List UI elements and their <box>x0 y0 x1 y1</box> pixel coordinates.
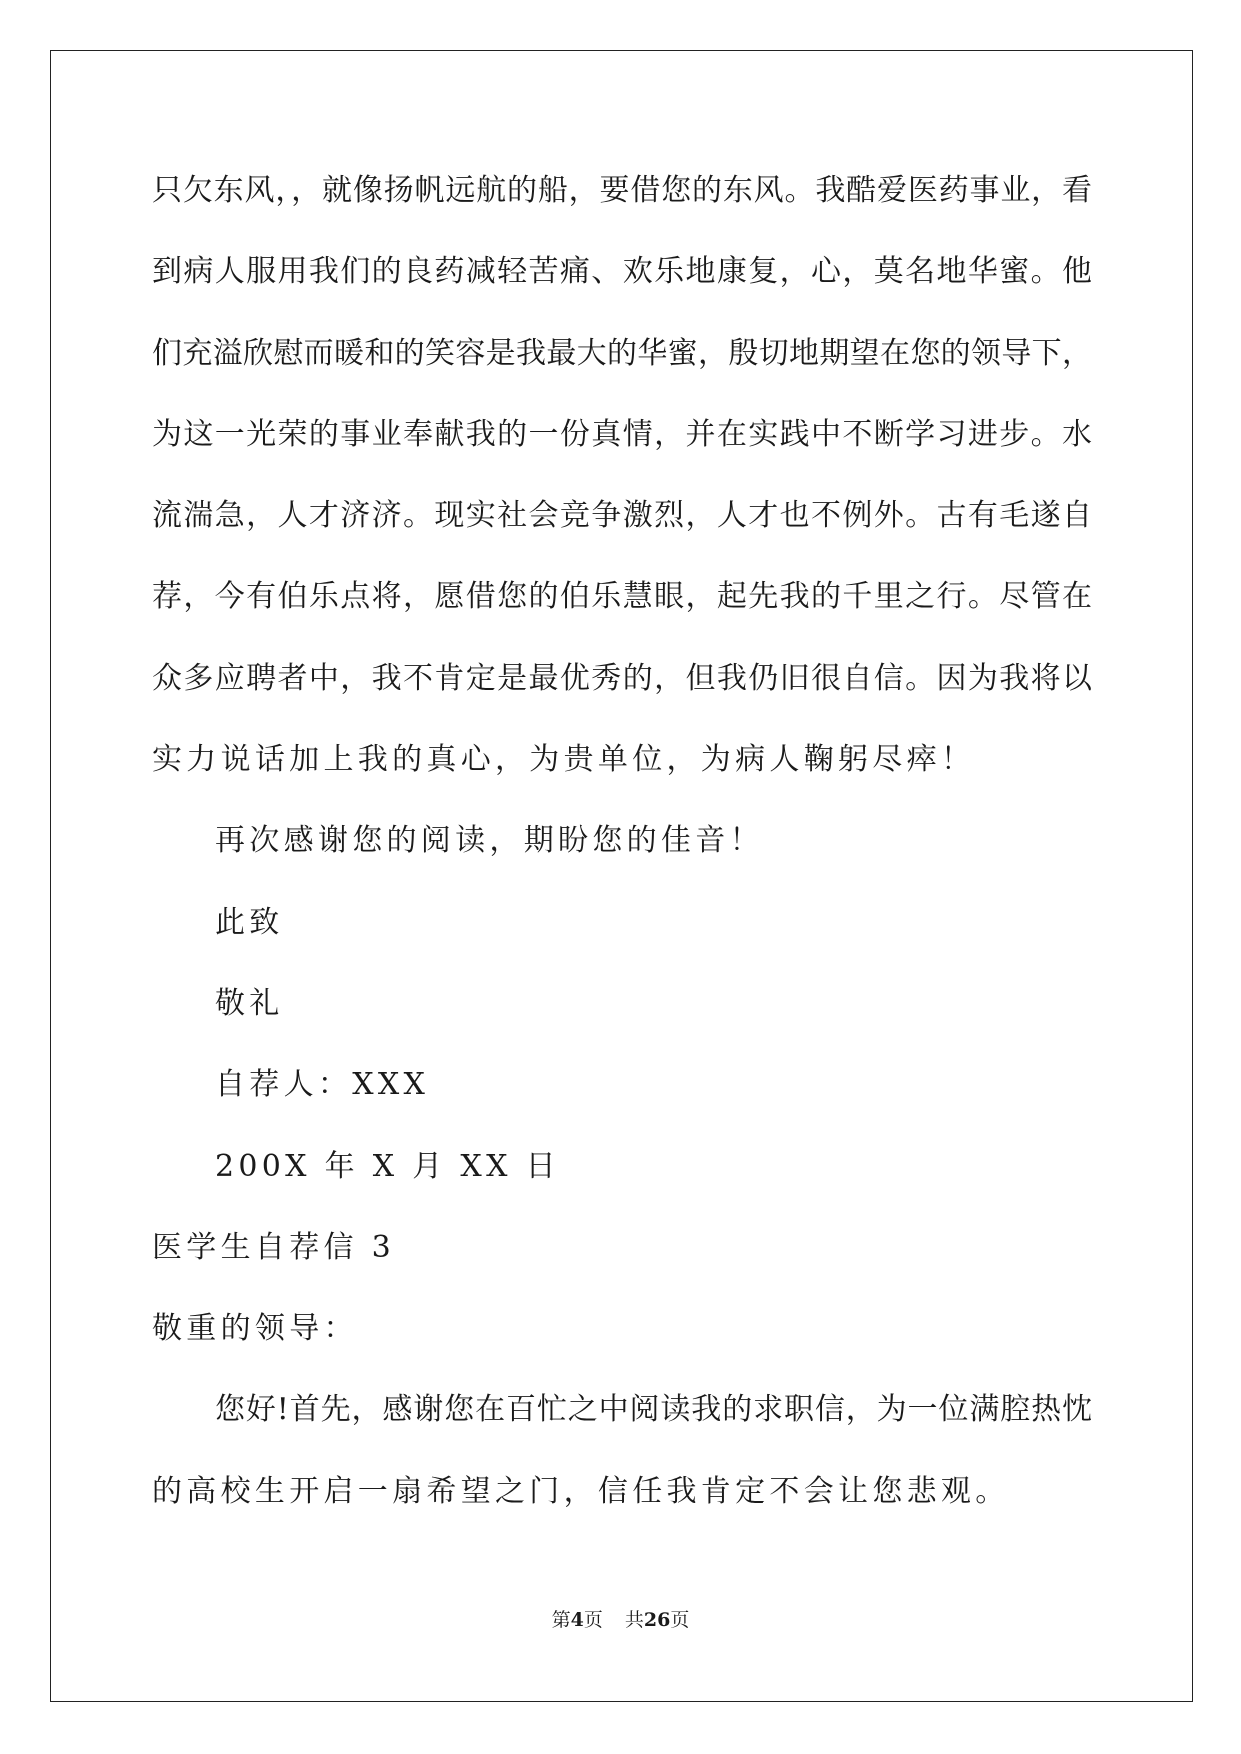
signature-line: 自荐人：XXX <box>215 1067 430 1103</box>
body-line: 荐，今有伯乐点将，愿借您的伯乐慧眼，起先我的千里之行。尽管在 <box>152 579 1092 615</box>
body-line: 众多应聘者中，我不肯定是最优秀的，但我仍旧很自信。因为我将以 <box>152 660 1092 696</box>
thanks-line: 再次感谢您的阅读，期盼您的佳音！ <box>215 823 764 859</box>
body-line: 为这一光荣的事业奉献我的一份真情，并在实践中不断学习进步。水 <box>152 416 1092 452</box>
section-title: 医学生自荐信 3 <box>152 1229 396 1265</box>
body-line: 您好!首先，感谢您在百忙之中阅读我的求职信，为一位满腔热忱 <box>215 1392 1092 1428</box>
page-number: 4 <box>570 1609 584 1631</box>
body-line: 流湍急，人才济济。现实社会竞争激烈，人才也不例外。古有毛遂自 <box>152 498 1092 534</box>
closing-line: 此致 <box>215 904 284 940</box>
document-body <box>152 150 1092 1532</box>
page-footer <box>0 1605 1241 1632</box>
footer-page-unit: 页 <box>583 1609 603 1631</box>
closing-line: 敬礼 <box>215 985 284 1021</box>
footer-total-prefix: 共 <box>624 1609 644 1631</box>
footer-total-unit: 页 <box>670 1609 690 1631</box>
body-line: 们充溢欣慰而暖和的笑容是我最大的华蜜，殷切地期望在您的领导下， <box>152 335 1092 371</box>
body-line: 的高校生开启一扇希望之门，信任我肯定不会让您悲观。 <box>152 1473 1010 1509</box>
date-line: 200X 年 X 月 XX 日 <box>215 1148 560 1184</box>
body-line: 只欠东风，，就像扬帆远航的船，要借您的东风。我酷爱医药事业，看 <box>152 173 1092 208</box>
body-line: 实力说话加上我的真心，为贵单位，为病人鞠躬尽瘁！ <box>152 742 976 778</box>
total-pages: 26 <box>643 1609 671 1631</box>
footer-prefix: 第 <box>551 1609 571 1631</box>
salutation: 敬重的领导： <box>152 1311 358 1347</box>
body-line: 到病人服用我们的良药减轻苦痛、欢乐地康复，心，莫名地华蜜。他 <box>152 254 1092 290</box>
